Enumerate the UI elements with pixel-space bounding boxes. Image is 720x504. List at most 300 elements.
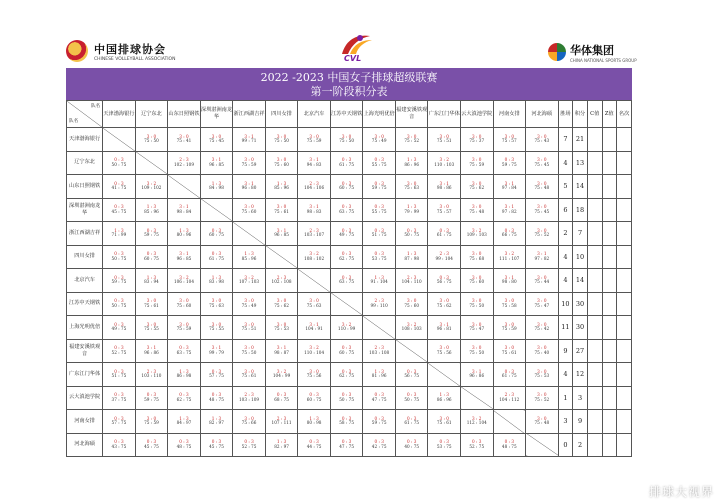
set-score: 0 : 3 [146,227,157,233]
set-score: 3 : 0 [537,204,547,210]
point-score: 52 : 75 [111,349,127,355]
match-result-cell [363,245,396,269]
point-score: 75 : 59 [469,161,485,167]
set-score: 0 : 3 [341,157,352,163]
match-result-cell [233,128,266,152]
point-score: 50 : 75 [339,396,354,402]
huati-logo [548,40,637,64]
match-result-cell [233,175,266,199]
point-score: 86 : 96 [436,396,452,402]
point-score: 48 : 75 [176,443,192,449]
logo-bar [0,38,720,66]
summary-rank [617,245,632,269]
point-score: 44 : 75 [306,443,322,449]
column-header-team: 云大滇池学院 [460,101,493,128]
point-score: 111 : 107 [499,255,520,261]
set-score: 3 : 2 [439,157,449,163]
match-result-cell [395,316,428,340]
point-score: 60 : 75 [209,232,224,238]
set-score: 2 : 3 [309,180,319,186]
match-result-cell [168,339,201,363]
match-result-cell [526,175,559,199]
summary-wins: 10 [558,292,573,316]
point-score: 75 : 48 [469,208,485,214]
match-result-cell [265,339,298,363]
match-result-cell [493,175,526,199]
point-score: 75 : 50 [274,138,289,144]
point-score: 96 : 86 [144,349,159,355]
match-result-cell [428,410,461,434]
set-score: 0 : 3 [114,368,124,374]
match-result-cell [298,386,331,410]
match-result-cell [493,339,526,363]
point-score: 75 : 61 [274,208,289,214]
match-result-cell [168,292,201,316]
set-score: 0 : 3 [439,274,449,280]
table-row [67,386,632,410]
summary-c [587,151,602,175]
point-score: 60 : 75 [339,349,354,355]
diagonal-cell [330,292,363,316]
set-score: 3 : 0 [537,345,547,351]
match-result-cell [265,222,298,246]
match-result-cell [330,222,363,246]
summary-rank [617,363,632,387]
set-score: 3 : 1 [439,321,449,327]
set-score: 0 : 3 [146,251,157,257]
summary-points: 14 [573,269,588,293]
summary-c [587,410,602,434]
set-score: 1 : 3 [211,274,222,280]
column-header-team: 北京汽车 [298,101,331,128]
point-score: 104 : 91 [305,326,323,332]
point-score: 75 : 61 [241,373,257,379]
cvb-emblem-icon [66,40,88,62]
summary-rank [617,386,632,410]
point-score: 50 : 75 [111,161,127,167]
point-score: 75 : 60 [274,161,289,167]
match-result-cell [363,175,396,199]
summary-c [587,386,602,410]
set-score: 1 : 3 [374,368,384,374]
match-result-cell [493,316,526,340]
summary-points: 12 [573,363,588,387]
match-result-cell [298,198,331,222]
summary-z [602,269,617,293]
point-score: 75 : 59 [501,326,517,332]
match-result-cell [428,222,461,246]
point-score: 75 : 52 [534,232,550,238]
set-score: 3 : 0 [537,274,547,280]
point-score: 59 : 75 [111,279,127,285]
match-result-cell [103,433,136,457]
point-score: 96 : 85 [176,255,192,261]
set-score: 3 : 0 [276,204,287,210]
set-score: 1 : 3 [406,204,417,210]
point-score: 112 : 104 [466,420,487,426]
match-result-cell [493,128,526,152]
match-result-cell [493,222,526,246]
match-result-cell [298,316,331,340]
point-score: 75 : 43 [534,138,550,144]
set-score: 3 : 0 [537,392,547,398]
point-score: 75 : 50 [469,302,485,308]
set-score: 3 : 0 [537,415,547,421]
match-result-cell [526,198,559,222]
point-score: 104 : 112 [499,396,520,402]
set-score: 3 : 1 [472,368,482,374]
match-result-cell [168,245,201,269]
match-result-cell [298,151,331,175]
point-score: 75 : 47 [469,326,485,332]
set-score: 2 : 3 [179,157,189,163]
table-row [67,198,632,222]
match-result-cell [428,269,461,293]
point-score: 75 : 48 [534,185,550,191]
column-header-team: 天津渤海银行 [103,101,136,128]
match-result-cell [330,363,363,387]
point-score: 80 : 96 [176,232,192,238]
summary-points: 2 [573,433,588,457]
match-result-cell [233,316,266,340]
point-score: 96 : 86 [469,373,485,379]
set-score: 3 : 2 [244,274,254,280]
match-result-cell [428,175,461,199]
summary-c [587,433,602,457]
match-result-cell [103,175,136,199]
point-score: 75 : 56 [436,349,452,355]
set-score: 0 : 3 [341,368,352,374]
match-result-cell [395,386,428,410]
match-result-cell [330,269,363,293]
match-result-cell [233,363,266,387]
summary-points: 13 [573,151,588,175]
set-score: 0 : 3 [114,274,124,280]
set-score: 2 : 3 [276,274,287,280]
point-score: 55 : 75 [371,208,387,214]
point-score: 57 : 75 [209,373,224,379]
match-result-cell [103,316,136,340]
set-score: 0 : 3 [406,227,417,233]
diagonal-cell [233,222,266,246]
match-result-cell [526,292,559,316]
summary-z [602,386,617,410]
point-score: 58 : 75 [339,420,354,426]
summary-c [587,339,602,363]
match-result-cell [428,128,461,152]
corner-bottom-label: 队名 [69,119,79,124]
summary-rank [617,410,632,434]
match-result-cell [103,292,136,316]
set-score: 0 : 3 [374,204,384,210]
match-result-cell [428,433,461,457]
set-score: 3 : 0 [439,415,449,421]
point-score: 75 : 53 [534,373,550,379]
point-score: 84 : 97 [176,420,192,426]
row-team-name: 天津渤海银行 [67,128,103,152]
set-score: 0 : 3 [504,227,514,233]
point-score: 84 : 98 [209,185,224,191]
point-score: 59 : 75 [371,185,387,191]
point-score: 75 : 50 [144,138,159,144]
point-score: 48 : 75 [501,443,517,449]
set-score: 3 : 0 [406,133,417,139]
match-result-cell [395,128,428,152]
set-score: 3 : 2 [309,251,319,257]
match-result-cell [330,175,363,199]
match-result-cell [428,151,461,175]
point-score: 108 : 102 [304,255,325,261]
table-row [67,316,632,340]
set-score: 1 : 3 [211,180,222,186]
table-row [67,151,632,175]
match-result-cell [363,128,396,152]
set-score: 0 : 3 [244,439,254,445]
set-score: 3 : 0 [276,298,287,304]
set-score: 0 : 3 [341,415,352,421]
set-score: 3 : 0 [146,133,157,139]
set-score: 0 : 3 [114,298,124,304]
point-score: 75 : 60 [176,302,192,308]
match-result-cell [168,222,201,246]
point-score: 53 : 75 [371,255,387,261]
corner-header [67,101,103,128]
point-score: 59 : 75 [371,420,387,426]
column-header-team: 上海光明优倍 [363,101,396,128]
diagonal-cell [298,269,331,293]
set-score: 2 : 3 [244,392,254,398]
set-score: 2 : 3 [439,251,449,257]
set-score: 3 : 0 [146,415,157,421]
match-result-cell [265,292,298,316]
set-score: 0 : 3 [179,345,189,351]
diagonal-cell [526,433,559,457]
point-score: 83 : 94 [144,279,159,285]
point-score: 61 : 75 [501,373,517,379]
set-score: 0 : 3 [211,251,222,257]
set-score: 0 : 3 [114,180,124,186]
match-result-cell [330,339,363,363]
match-result-cell [135,292,168,316]
point-score: 98 : 80 [501,279,517,285]
match-result-cell [395,245,428,269]
match-result-cell [395,363,428,387]
set-score: 3 : 2 [179,274,189,280]
match-result-cell [460,433,493,457]
point-score: 75 : 37 [469,138,485,144]
diagonal-cell [200,198,233,222]
point-score: 45 : 75 [111,208,127,214]
set-score: 3 : 0 [439,298,449,304]
match-result-cell [233,292,266,316]
column-header-team: 河北海硕 [526,101,559,128]
row-team-name: 浙江西湖吉祥 [67,222,103,246]
set-score: 3 : 1 [504,204,514,210]
point-score: 80 : 98 [306,420,322,426]
point-score: 75 : 59 [306,138,322,144]
point-score: 75 : 51 [436,138,452,144]
match-result-cell [330,151,363,175]
set-score: 3 : 1 [179,251,189,257]
column-header-summary: C值 [587,101,602,128]
set-score: 3 : 0 [374,133,384,139]
set-score: 0 : 3 [114,251,124,257]
match-result-cell [526,363,559,387]
set-score: 0 : 3 [211,392,222,398]
match-result-cell [460,339,493,363]
match-result-cell [526,222,559,246]
point-score: 55 : 75 [371,161,387,167]
point-score: 49 : 75 [111,326,127,332]
point-score: 68 : 75 [274,396,289,402]
summary-points: 18 [573,198,588,222]
set-score: 3 : 0 [244,321,254,327]
header-row [67,101,632,128]
point-score: 98 : 84 [176,208,192,214]
summary-rank [617,198,632,222]
match-result-cell [395,410,428,434]
point-score: 75 : 42 [534,326,550,332]
match-result-cell [233,386,266,410]
match-result-cell [103,339,136,363]
row-team-name: 河北海硕 [67,433,103,457]
match-result-cell [526,151,559,175]
point-score: 45 : 75 [209,443,224,449]
summary-points: 30 [573,292,588,316]
match-result-cell [103,269,136,293]
point-score: 109 : 102 [141,185,162,191]
set-score: 3 : 0 [309,133,319,139]
row-team-name: 江苏中天钢铁 [67,292,103,316]
match-result-cell [233,433,266,457]
match-result-cell [493,292,526,316]
huati-emblem-icon [548,43,566,61]
set-score: 3 : 1 [211,157,222,163]
point-score: 75 : 56 [306,373,322,379]
point-score: 98 : 83 [306,208,322,214]
point-score: 61 : 75 [209,255,224,261]
point-score: 75 : 47 [534,302,550,308]
match-result-cell [298,128,331,152]
match-result-cell [103,198,136,222]
summary-c [587,222,602,246]
cvl-label: CVL [344,54,362,63]
match-result-cell [265,316,298,340]
match-result-cell [395,175,428,199]
match-result-cell [200,269,233,293]
match-result-cell [265,175,298,199]
title-banner [66,68,632,100]
set-score: 3 : 1 [276,345,287,351]
summary-points: 21 [573,128,588,152]
point-score: 98 : 87 [274,349,289,355]
point-score: 75 : 60 [404,302,420,308]
match-result-cell [526,269,559,293]
set-score: 1 : 3 [146,274,157,280]
set-score: 1 : 3 [244,251,254,257]
summary-points: 3 [573,386,588,410]
set-score: 3 : 1 [504,180,514,186]
summary-wins: 11 [558,316,573,340]
match-result-cell [168,316,201,340]
set-score: 3 : 0 [472,298,482,304]
summary-z [602,198,617,222]
summary-rank [617,222,632,246]
set-score: 3 : 0 [472,274,482,280]
set-score: 3 : 1 [309,204,319,210]
point-score: 52 : 75 [241,443,257,449]
match-result-cell [168,151,201,175]
point-score: 103 : 109 [239,396,260,402]
match-result-cell [428,339,461,363]
set-score: 3 : 0 [341,133,352,139]
row-team-name: 河南女排 [67,410,103,434]
set-score: 1 : 3 [146,204,157,210]
match-result-cell [200,175,233,199]
column-header-team: 河南女排 [493,101,526,128]
point-score: 43 : 75 [111,443,127,449]
set-score: 3 : 0 [179,321,189,327]
point-score: 47 : 75 [371,396,387,402]
set-score: 3 : 0 [537,157,547,163]
point-score: 102 : 109 [173,161,194,167]
summary-rank [617,269,632,293]
set-score: 1 : 3 [114,227,124,233]
match-result-cell [168,410,201,434]
match-result-cell [330,245,363,269]
set-score: 0 : 3 [374,157,384,163]
point-score: 75 : 48 [534,420,550,426]
set-score: 3 : 0 [439,345,449,351]
match-result-cell [135,339,168,363]
summary-points: 10 [573,245,588,269]
set-score: 3 : 0 [537,180,547,186]
point-score: 61 : 75 [436,232,452,238]
match-result-cell [330,316,363,340]
match-result-cell [200,128,233,152]
row-team-name: 北京汽车 [67,269,103,293]
cvb-en-name: CHINESE VOLLEYBALL ASSOCIATION [94,56,176,62]
row-team-name: 四川女排 [67,245,103,269]
set-score: 3 : 0 [244,204,254,210]
cvb-logo [66,38,175,64]
point-score: 75 : 62 [274,302,289,308]
match-result-cell [363,410,396,434]
set-score: 0 : 3 [341,439,352,445]
set-score: 3 : 0 [211,298,222,304]
point-score: 75 : 62 [436,302,452,308]
set-score: 2 : 3 [406,274,417,280]
cvb-name: 中国排球协会 [94,42,166,56]
point-score: 96 : 85 [274,232,289,238]
set-score: 3 : 1 [146,345,157,351]
table-row [67,339,632,363]
match-result-cell [135,363,168,387]
row-team-name: 山东日照钢铁 [67,175,103,199]
match-result-cell [395,151,428,175]
point-score: 107 : 103 [239,279,260,285]
set-score: 3 : 2 [309,345,319,351]
match-result-cell [363,222,396,246]
column-header-team: 山东日照钢铁 [168,101,201,128]
match-result-cell [460,128,493,152]
match-result-cell [103,222,136,246]
match-result-cell [428,292,461,316]
match-result-cell [298,339,331,363]
match-result-cell [395,292,428,316]
row-team-name: 深圳湛洲南龙华 [67,198,103,222]
summary-rank [617,292,632,316]
